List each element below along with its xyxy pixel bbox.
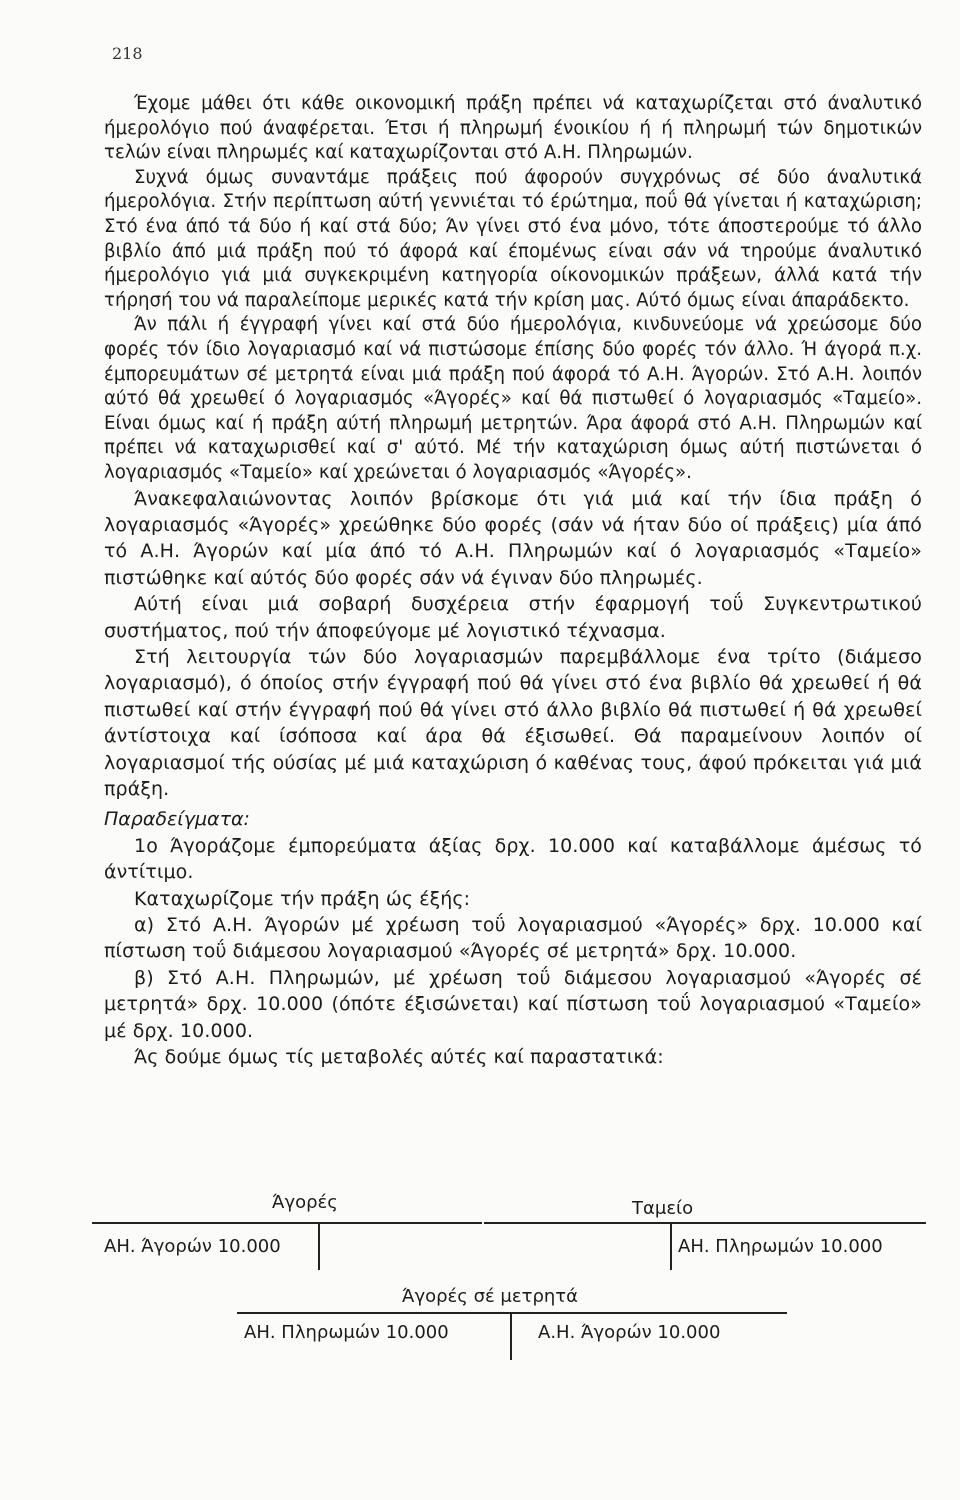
t-account-agores-metrita-divider: [510, 1312, 512, 1360]
example-intro: Καταχωρίζομε τήν πράξη ώς έξής:: [134, 887, 471, 910]
paragraph-intermediate-account: Στή λειτουργία τών δύο λογαριασμών παρεμβάλλομε ένα τρίτο (διάμεσο λογαριασμό), ό όποίος στήν έγγραφή πού θά γίνει στό ένα βιβλίο θά χρεωθεί ή θά πιστωθεί καί στήν έγγραφή πού θά γίνει στό άλλο βιβλίο θά πιστωθεί ή θά χρεωθεί άντίστοιχα καί ίσόποσα καί άρα θά έξισωθεί. Θά παραμείνουν λοιπόν οί λογαριασμοί τής ούσίας μέ μιά καταχώριση ό καθένας τους, άφού πρόκειται γιά μιά πράξη.: [104, 645, 922, 800]
paragraph-double-entry: Άν πάλι ή έγγραφή γίνει καί στά δύο ήμερολόγια, κινδυνεύομε νά χρεώσομε δύο φορές τόν ίδιο λογαριασμό καί νά πιστώσομε έπίσης δύο φορές τόν άλλο. Ή άγορά π.χ. έμπορευμάτων σέ μετρητά είναι μιά πράξη πού άφορά τό Α.Η. Άγορών. Στό Α.Η. λοιπόν αύτό θά χρεωθεί ό λογαριασμός «Άγορές» καί θά πιστωθεί ό λογαριασμός «Ταμείο». Είναι όμως καί ή πράξη αύτή πληρωμή μετρητών. Άρα άφορά στό Α.Η. Πληρωμών καί πρέπει νά καταχωρισθεί καί σ' αύτό. Μέ τήν καταχώριση όμως αύτή πιστώνεται ό λογαριασμός «Ταμείο» καί χρεώνεται ό λογαριασμός «Άγορές».: [104, 314, 922, 483]
t-account-agores-metrita-title: Άγορές σέ μετρητά: [402, 1286, 578, 1307]
t-account-agores-metrita-debit: ΑΗ. Πληρωμών 10.000: [244, 1322, 449, 1343]
examples-heading: Παραδείγματα:: [104, 808, 250, 831]
paragraph-intro: Έχομε μάθει ότι κάθε οικονομική πράξη πρέπει νά καταχωρίζεται στό άναλυτικό ήμερολόγιο πού άναφέρεται. Έτσι ή πληρωμή ένοικίου ή ή πληρωμή τών δημοτικών τελών είναι πληρωμές καί καταχωρίζονται στό Α.Η. Πληρωμών.: [104, 93, 922, 164]
t-accounts: [92, 1188, 926, 1368]
paragraph-difficulty: Αύτή είναι μιά σοβαρή δυσχέρεια στήν έφαρμογή τοΰ Συγκεντρωτικού συστήματος, πού τήν άποφεύγομε μέ λογιστικό τέχνασμα.: [104, 593, 922, 642]
t-account-agores-metrita-top-line: [237, 1312, 787, 1314]
t-account-tameio-divider: [670, 1222, 672, 1270]
example-closing: Άς δούμε όμως τίς μεταβολές αύτές καί παραστατικά:: [134, 1046, 664, 1069]
t-account-agores-debit: ΑΗ. Άγορών 10.000: [104, 1236, 281, 1257]
t-account-agores-divider: [318, 1222, 320, 1270]
body-text: [104, 92, 922, 1070]
paragraph-summary: Άνακεφαλαιώνοντας λοιπόν βρίσκομε ότι γιά μιά καί τήν ίδια πράξη ό λογαριασμός «Άγορές» χρεώθηκε δύο φορές (σάν νά ήταν δύο οί πράξεις) μία άπό τό Α.Η. Άγορών καί μία άπό τό Α.Η. Πληρωμών καί ό λογαριασμός «Ταμείο» πιστώθηκε καί αύτός δύο φορές σάν νά έγιναν δύο πληρωμές.: [104, 487, 922, 589]
t-account-tameio-top-line: [484, 1222, 926, 1224]
t-account-agores-metrita-credit: Α.Η. Άγορών 10.000: [538, 1322, 721, 1343]
t-account-tameio-credit: ΑΗ. Πληρωμών 10.000: [678, 1236, 883, 1257]
example-step-a: α) Στό Α.Η. Άγορών μέ χρέωση τοΰ λογαριασμού «Άγορές» δρχ. 10.000 καί πίστωση τοΰ διάμεσου λογαριασμού «Άγορές σέ μετρητά» δρχ. 10.000.: [104, 914, 922, 963]
t-account-agores-top-line: [92, 1222, 482, 1224]
t-account-agores-title: Άγορές: [272, 1192, 338, 1213]
example-1: 1ο Άγοράζομε έμπορεύματα άξίας δρχ. 10.000 καί καταβάλλομε άμέσως τό άντίτιμο.: [104, 834, 922, 884]
paragraph-problem: Συχνά όμως συναντάμε πράξεις πού άφορούν συγχρόνως σέ δύο άναλυτικά ήμερολόγια. Στήν περίπτωση αύτή γεννιέται τό έρώτημα, ποΰ θά γίνεται ή καταχώριση; Στό ένα άπό τά δύο ή καί στά δύο; Άν γίνει στό ένα μόνο, τότε άποστερούμε τό άλλο βιβλίο άπό μιά πράξη πού τό άφορά καί έπομένως είναι σάν νά τηρούμε άναλυτικό ήμερολόγιο γιά μιά συγκεκριμένη κατηγορία οίκονομικών πράξεων, άλλά κατά τήν τήρησή του νά παραλείπομε μερικές κατά τήν κρίση μας. Αύτό όμως είναι άπαράδεκτο.: [104, 166, 922, 311]
example-step-b: β) Στό Α.Η. Πληρωμών, μέ χρέωση τοΰ διάμεσου λογαριασμού «Άγορές σέ μετρητά» δρχ. 10.000 (όπότε έξισώνεται) καί πίστωση τοΰ λογαριασμού «Ταμείο» μέ δρχ. 10.000.: [104, 966, 922, 1042]
page-number: 218: [112, 44, 143, 63]
t-account-tameio-title: Ταμείο: [632, 1198, 694, 1219]
